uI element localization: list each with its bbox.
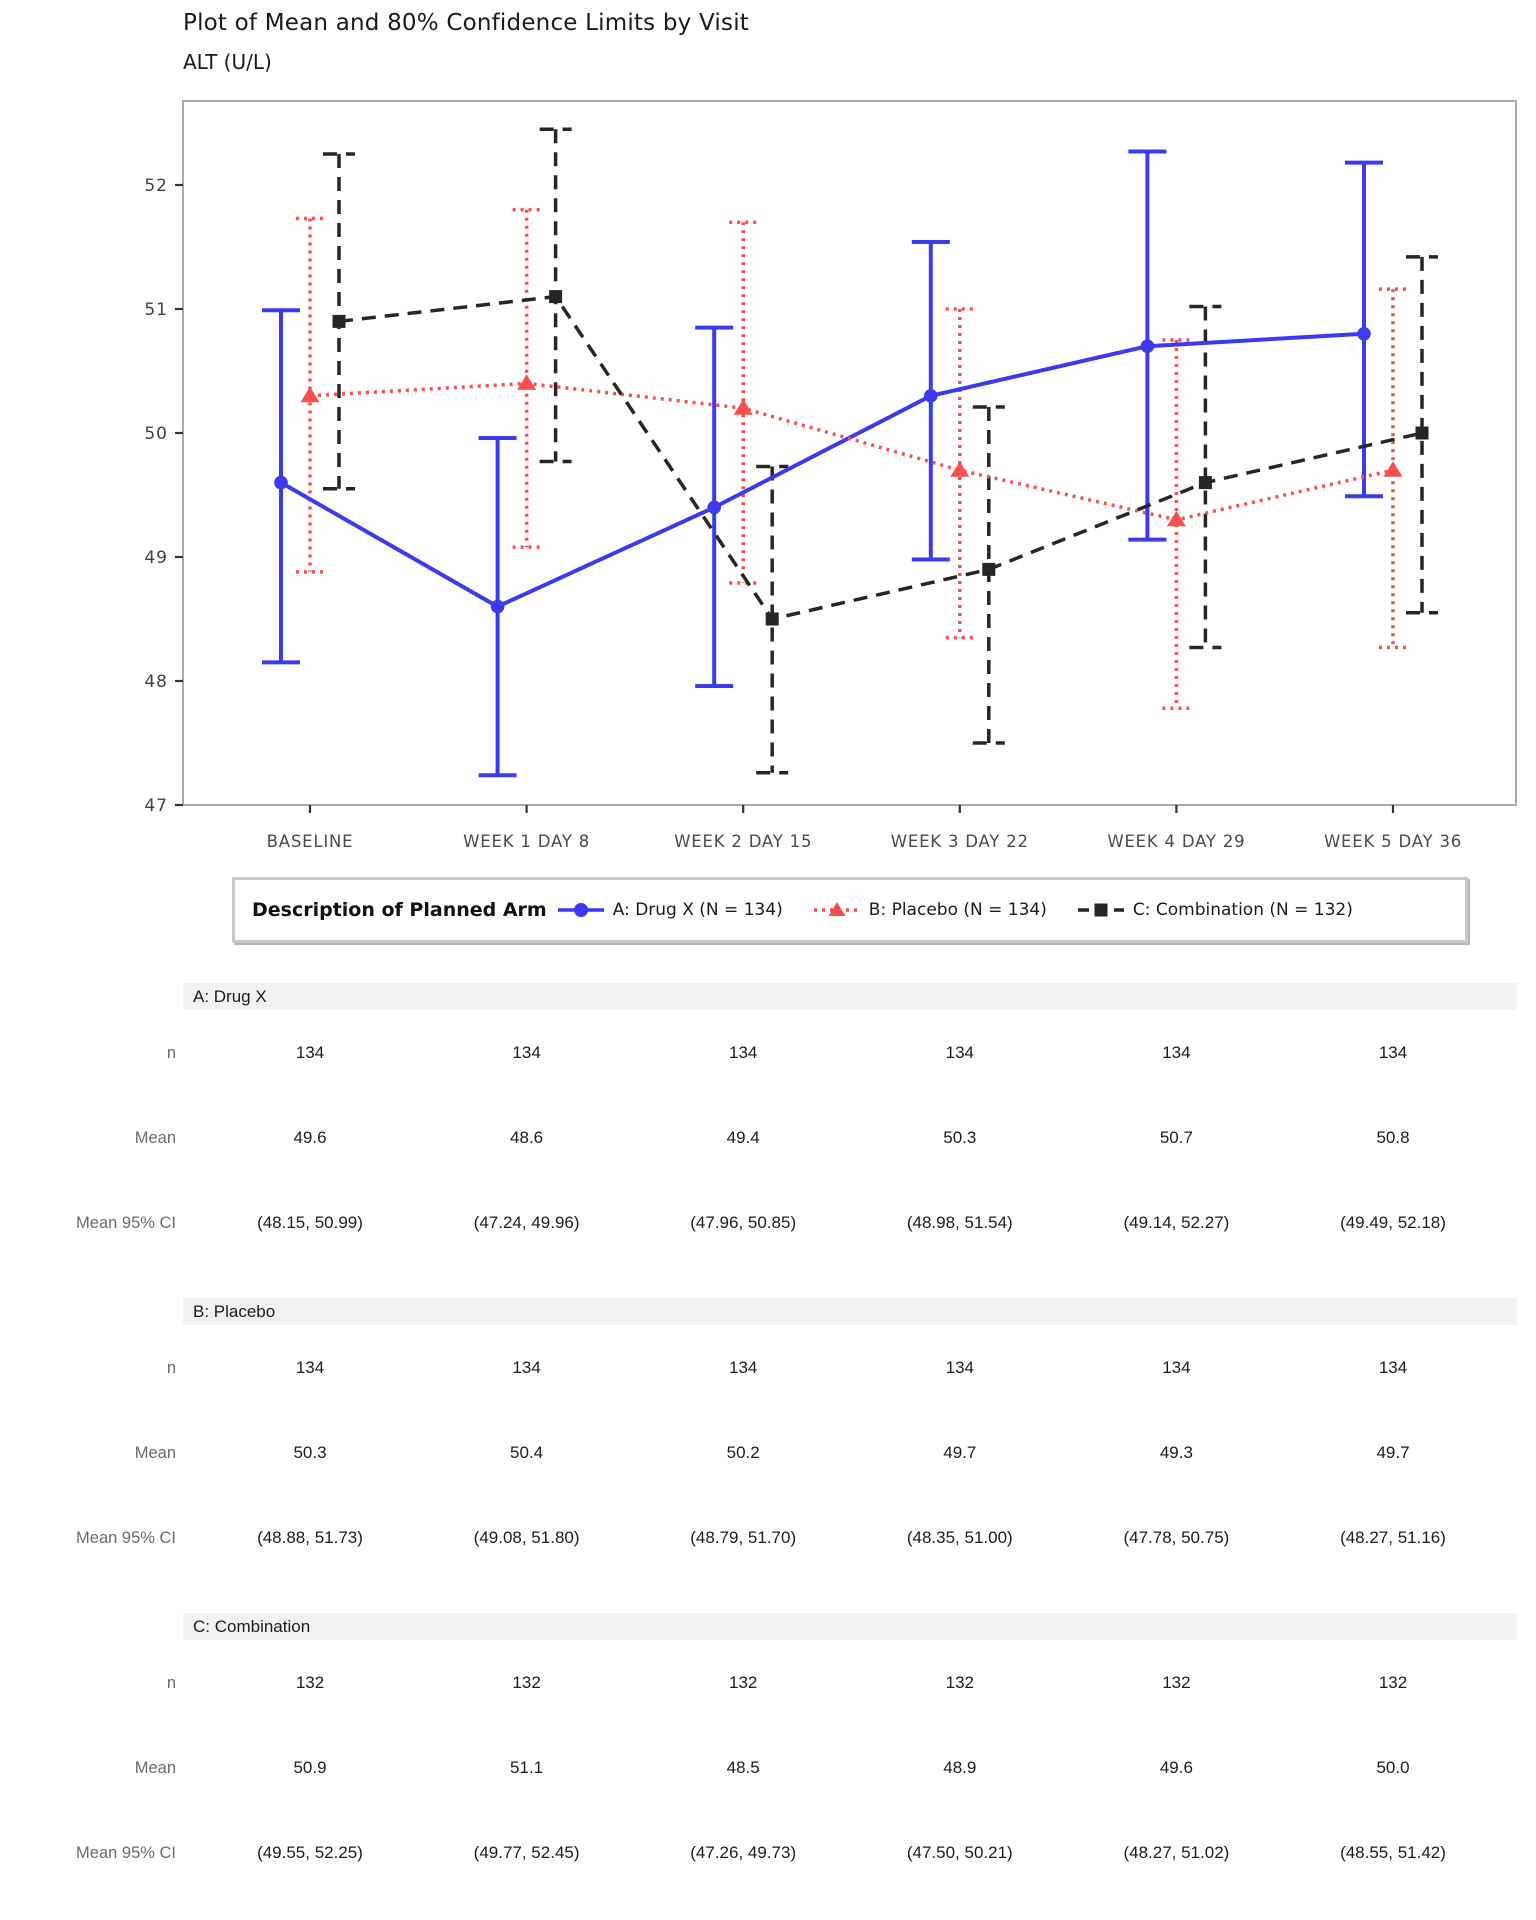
table-cell: 134 bbox=[295, 1358, 325, 1377]
legend-item bbox=[813, 900, 1047, 920]
data-point-triangle bbox=[301, 387, 320, 403]
table-cell: (48.15, 50.99) bbox=[257, 1213, 363, 1232]
data-point-circle bbox=[274, 476, 288, 490]
table-cell: (48.98, 51.54) bbox=[906, 1213, 1013, 1232]
y-tick-label: 51 bbox=[144, 300, 168, 320]
legend-item-label: C: Combination (N = 132) bbox=[1132, 900, 1353, 920]
legend-item bbox=[1077, 900, 1353, 920]
circle-legend-key-icon bbox=[557, 900, 605, 920]
legend-item-label: A: Drug X (N = 134) bbox=[612, 900, 783, 920]
table-row-label: n bbox=[166, 1674, 176, 1692]
x-tick-label: WEEK 2 DAY 15 bbox=[674, 832, 813, 851]
table-cell: 134 bbox=[295, 1043, 325, 1062]
legend-item-label: B: Placebo (N = 134) bbox=[868, 900, 1047, 920]
legend bbox=[232, 877, 1468, 943]
table-row-label: Mean 95% CI bbox=[76, 1214, 176, 1232]
legend-marker bbox=[1094, 904, 1107, 917]
table-cell: (48.27, 51.16) bbox=[1340, 1528, 1446, 1547]
table-cell: (47.96, 50.85) bbox=[690, 1213, 797, 1232]
table-cell: 49.6 bbox=[1159, 1758, 1193, 1777]
series-line bbox=[281, 334, 1364, 607]
table-row-label: Mean 95% CI bbox=[76, 1529, 176, 1547]
table-cell: 50.4 bbox=[510, 1443, 544, 1462]
data-point-triangle bbox=[1384, 461, 1403, 477]
table-cell: (48.88, 51.73) bbox=[257, 1528, 363, 1547]
table-row-label: Mean bbox=[134, 1444, 176, 1462]
table-cell: 134 bbox=[512, 1043, 541, 1062]
table-cell: (49.08, 51.80) bbox=[473, 1528, 580, 1547]
table-cell: (47.24, 49.96) bbox=[473, 1213, 580, 1232]
table-row-label: Mean bbox=[134, 1129, 176, 1147]
table-cell: 134 bbox=[1378, 1358, 1408, 1377]
y-tick-label: 47 bbox=[144, 796, 168, 816]
table-cell: (48.79, 51.70) bbox=[690, 1528, 797, 1547]
legend-items bbox=[547, 900, 1353, 920]
table-cell: 132 bbox=[945, 1673, 974, 1692]
data-point-triangle bbox=[950, 461, 969, 477]
legend-marker bbox=[574, 903, 588, 917]
table-cell: 132 bbox=[512, 1673, 541, 1692]
table-row-label: n bbox=[166, 1359, 176, 1377]
table-cell: 50.7 bbox=[1159, 1128, 1193, 1147]
data-point-square bbox=[1416, 427, 1429, 440]
table-cell: 50.3 bbox=[943, 1128, 977, 1147]
table-section-header: B: Placebo bbox=[183, 1298, 1517, 1325]
table-cell: (49.49, 52.18) bbox=[1340, 1213, 1446, 1232]
table-section-header: A: Drug X bbox=[183, 983, 1517, 1010]
data-point-circle bbox=[707, 501, 721, 515]
table-cell: (47.78, 50.75) bbox=[1123, 1528, 1230, 1547]
series-line bbox=[310, 383, 1393, 519]
series-line bbox=[339, 297, 1422, 619]
data-point-square bbox=[1199, 476, 1212, 489]
table-cell: 132 bbox=[295, 1673, 325, 1692]
y-tick-label: 52 bbox=[144, 176, 168, 196]
table-cell: 48.6 bbox=[510, 1128, 544, 1147]
plot-panel-border bbox=[183, 101, 1516, 805]
table-cell: (48.27, 51.02) bbox=[1123, 1843, 1230, 1862]
data-point-square bbox=[766, 613, 779, 626]
table-cell: 49.7 bbox=[1376, 1443, 1410, 1462]
table-cell: (49.55, 52.25) bbox=[257, 1843, 363, 1862]
table-cell: 49.6 bbox=[293, 1128, 327, 1147]
table-cell: 132 bbox=[1162, 1673, 1191, 1692]
table-cell: 132 bbox=[729, 1673, 758, 1692]
table-cell: (49.77, 52.45) bbox=[473, 1843, 580, 1862]
table-cell: 50.8 bbox=[1376, 1128, 1410, 1147]
table-row-label: Mean bbox=[134, 1759, 176, 1777]
square-legend-key-icon bbox=[1077, 900, 1125, 920]
data-point-square bbox=[982, 563, 995, 576]
data-point-square bbox=[549, 290, 562, 303]
table-cell: (49.14, 52.27) bbox=[1123, 1213, 1230, 1232]
table-cell: 51.1 bbox=[510, 1758, 544, 1777]
table-cell: (47.50, 50.21) bbox=[906, 1843, 1013, 1862]
chart-title: Plot of Mean and 80% Confidence Limits by Visit bbox=[183, 10, 750, 36]
chart-subtitle: ALT (U/L) bbox=[183, 50, 272, 74]
x-tick-label: WEEK 5 DAY 36 bbox=[1323, 832, 1463, 851]
table-cell: 48.5 bbox=[726, 1758, 760, 1777]
table-cell: 50.0 bbox=[1376, 1758, 1410, 1777]
table-cell: 134 bbox=[945, 1043, 974, 1062]
y-tick-label: 50 bbox=[144, 424, 168, 444]
data-point-circle bbox=[491, 600, 505, 614]
table-cell: 132 bbox=[1378, 1673, 1408, 1692]
x-tick-label: WEEK 3 DAY 22 bbox=[890, 832, 1029, 851]
table-cell: (48.55, 51.42) bbox=[1340, 1843, 1446, 1862]
table-cell: 50.2 bbox=[726, 1443, 760, 1462]
table-cell: (48.35, 51.00) bbox=[906, 1528, 1013, 1547]
table-cell: (47.26, 49.73) bbox=[690, 1843, 797, 1862]
line-plot bbox=[0, 0, 1536, 870]
table-row-label: n bbox=[166, 1044, 176, 1062]
y-tick-label: 48 bbox=[144, 672, 168, 692]
table-cell: 134 bbox=[729, 1358, 758, 1377]
table-section-header: C: Combination bbox=[183, 1613, 1517, 1640]
table-cell: 49.4 bbox=[726, 1128, 760, 1147]
table-cell: 134 bbox=[1378, 1043, 1408, 1062]
x-tick-label: WEEK 4 DAY 29 bbox=[1107, 832, 1246, 851]
table-cell: 134 bbox=[1162, 1358, 1191, 1377]
legend-title: Description of Planned Arm bbox=[252, 899, 547, 921]
y-tick-label: 49 bbox=[144, 548, 168, 568]
triangle-legend-key-icon bbox=[813, 900, 861, 920]
table-cell: 134 bbox=[945, 1358, 974, 1377]
table-cell: 134 bbox=[512, 1358, 541, 1377]
x-tick-label: BASELINE bbox=[266, 832, 354, 851]
x-tick-label: WEEK 1 DAY 8 bbox=[463, 832, 591, 851]
table-cell: 50.3 bbox=[293, 1443, 327, 1462]
data-point-circle bbox=[1357, 327, 1371, 341]
table-cell: 49.7 bbox=[943, 1443, 977, 1462]
data-point-circle bbox=[924, 389, 938, 403]
table-cell: 49.3 bbox=[1159, 1443, 1193, 1462]
table-row-label: Mean 95% CI bbox=[76, 1844, 176, 1862]
table-cell: 134 bbox=[1162, 1043, 1191, 1062]
data-point-circle bbox=[1141, 339, 1155, 353]
table-cell: 48.9 bbox=[943, 1758, 977, 1777]
legend-item bbox=[557, 900, 783, 920]
data-point-triangle bbox=[734, 399, 753, 415]
table-cell: 134 bbox=[729, 1043, 758, 1062]
table-cell: 50.9 bbox=[293, 1758, 327, 1777]
data-point-square bbox=[333, 315, 346, 328]
